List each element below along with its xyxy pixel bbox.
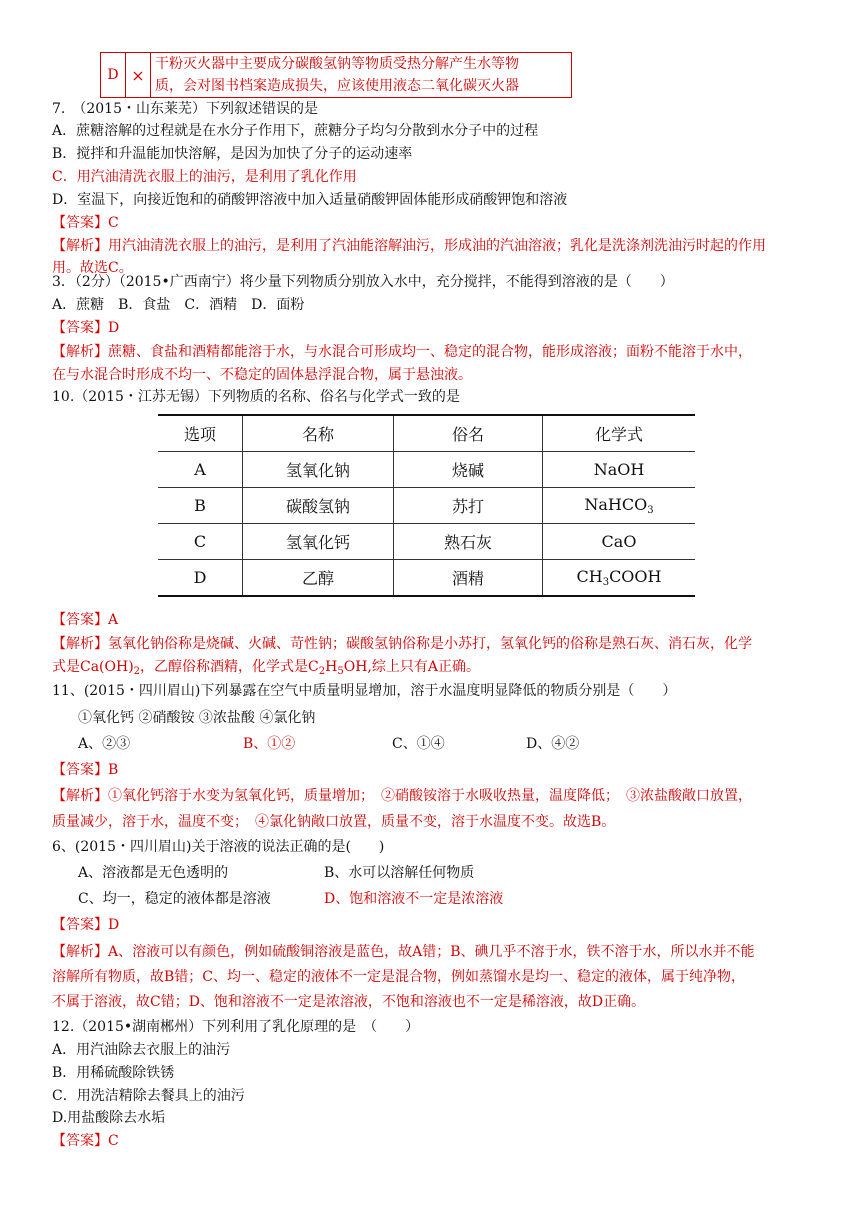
table-cell: 苏打 <box>394 488 543 524</box>
question-12-option-b: B．用稀硫酸除铁锈 <box>52 1065 175 1081</box>
table-cell: 氢氧化钠 <box>243 452 394 488</box>
question-7-stem: 7. （2015・山东莱芜）下列叙述错误的是 <box>52 101 318 117</box>
question-6-option-c: C、均一，稳定的液体都是溶液 <box>78 891 271 907</box>
question-6-option-a: A、溶液都是无色透明的 <box>78 865 229 881</box>
table-cell: 氢氧化钙 <box>243 524 394 560</box>
question-11-stem: 11、(2015・四川眉山)下列暴露在空气中质量明显增加，溶于水温度明显降低的物质分别是（ ） <box>52 683 677 699</box>
question-3-answer: 【答案】D <box>52 320 120 336</box>
question-6-analysis: 【解析】A、溶液可以有颜色，例如硫酸铜溶液是蓝色，故A错；B、碘几乎不溶于水，铁不溶于水，所以水并不能 <box>52 944 755 960</box>
option-d-table-row <box>100 52 572 98</box>
question-7-option-b: B．搅拌和升温能加快溶解，是因为加快了分子的运动速率 <box>52 146 413 162</box>
table-cell: A <box>158 452 243 488</box>
question-12-option-c: C．用洗洁精除去餐具上的油污 <box>52 1088 245 1104</box>
question-10-table <box>158 414 695 597</box>
question-6-option-d: D、饱和溶液不一定是浓溶液 <box>324 891 504 907</box>
table-cell: $CH_3COOH$ <box>543 560 696 597</box>
question-3-options: A．蔗糖 B．食盐 C．酒精 D．面粉 <box>52 297 305 313</box>
question-10-analysis: 【解析】氢氧化钠俗称是烧碱、火碱、苛性钠；碳酸氢钠俗称是小苏打，氢氧化钙的俗称是熟石灰、消石灰，化学 <box>52 636 752 652</box>
question-3-stem: 3．（2分）（2015•广西南宁）将少量下列物质分别放入水中，充分搅拌，不能得到溶液的是（ ） <box>52 274 674 290</box>
table-cell: C <box>158 524 243 560</box>
question-11-analysis: 【解析】①氧化钙溶于水变为氢氧化钙，质量增加； ②硝酸铵溶于水吸收热量，温度降低； ③浓盐酸敞口放置， <box>52 788 752 804</box>
question-10-analysis-cont: 式是$Ca(OH)_2$，乙醇俗称酒精，化学式是$C_2H_5OH$,综上只有A正确。 <box>52 659 480 677</box>
question-10-answer: 【答案】A <box>52 612 119 628</box>
table-cell: 烧碱 <box>394 452 543 488</box>
table-cell: NaHCO$_3$ <box>543 488 696 524</box>
question-11-option-d: D、④② <box>526 736 580 752</box>
table-row <box>158 488 695 524</box>
question-11-option-b: B、①② <box>243 736 296 752</box>
question-11-option-a: A、②③ <box>78 736 131 752</box>
question-11-analysis-cont: 质量减少，溶于水，温度不变； ④氯化钠敞口放置，质量不变，溶于水温度不变。故选B。 <box>52 814 616 830</box>
question-7-option-a: A．蔗糖溶解的过程就是在水分子作用下，蔗糖分子均匀分散到水分子中的过程 <box>52 123 539 139</box>
table-cell: 碳酸氢钠 <box>243 488 394 524</box>
question-6-analysis-cont: 不属于溶液，故C错；D、饱和溶液不一定是浓溶液，不饱和溶液也不一定是稀溶液，故D正确。 <box>52 994 646 1010</box>
table-header: 选项 <box>158 415 243 452</box>
table-row <box>158 452 695 488</box>
table-row <box>158 524 695 560</box>
question-11-option-c: C、①④ <box>392 736 445 752</box>
table-cell: CaO <box>543 524 696 560</box>
question-6-stem: 6、(2015・四川眉山)关于溶液的说法正确的是( ) <box>52 839 385 855</box>
table-cell: 熟石灰 <box>394 524 543 560</box>
question-12-option-a: A．用汽油除去衣服上的油污 <box>52 1042 231 1058</box>
table-header-row <box>158 415 695 452</box>
table-row <box>158 560 695 597</box>
table-header: 俗名 <box>394 415 543 452</box>
table-header: 化学式 <box>543 415 696 452</box>
question-6-answer: 【答案】D <box>52 917 120 933</box>
question-3-analysis-cont: 在与水混合时形成不均一、不稳定的固体悬浮混合物，属于悬浊液。 <box>52 367 472 383</box>
option-letter: D <box>101 53 126 98</box>
question-12-stem: 12.（2015•湖南郴州）下列利用了乳化原理的是 （ ） <box>52 1019 420 1035</box>
question-10-stem: 10.（2015・江苏无锡）下列物质的名称、俗名与化学式一致的是 <box>52 389 460 405</box>
question-7-analysis: 【解析】用汽油清洗衣服上的油污，是利用了汽油能溶解油污，形成油的汽油溶液；乳化是洗涤剂洗油污时起的作用 <box>52 238 766 254</box>
cross-mark: × <box>126 53 151 98</box>
question-6-option-b: B、水可以溶解任何物质 <box>324 865 475 881</box>
question-3-analysis: 【解析】蔗糖、食盐和酒精都能溶于水，与水混合可形成均一、稳定的混合物，能形成溶液；面粉不能溶于水中， <box>52 344 752 360</box>
table-cell: 酒精 <box>394 560 543 597</box>
question-7-option-d: D．室温下，向接近饱和的硝酸钾溶液中加入适量硝酸钾固体能形成硝酸钾饱和溶液 <box>52 192 568 208</box>
table-cell: 乙醇 <box>243 560 394 597</box>
question-11-answer: 【答案】B <box>52 762 119 778</box>
question-7-answer: 【答案】C <box>52 215 119 231</box>
table-header: 名称 <box>243 415 394 452</box>
table-cell: D <box>158 560 243 597</box>
option-explanation: 干粉灭火器中主要成分碳酸氢钠等物质受热分解产生水等物 质，会对图书档案造成损失，应该使用液态二氧化碳灭火器 <box>151 53 572 98</box>
question-7-option-c: C．用汽油清洗衣服上的油污，是利用了乳化作用 <box>52 169 357 185</box>
question-7-analysis-cont: 用。故选C。 <box>52 260 133 276</box>
question-12-option-d: D.用盐酸除去水垢 <box>52 1110 166 1126</box>
table-cell: B <box>158 488 243 524</box>
question-6-analysis-cont: 溶解所有物质，故B错；C、均一、稳定的液体不一定是混合物，例如蒸馏水是均一、稳定的液体，属于纯净物， <box>52 969 745 985</box>
question-12-answer: 【答案】C <box>52 1133 119 1149</box>
table-cell: NaOH <box>543 452 696 488</box>
question-11-items: ①氧化钙 ②硝酸铵 ③浓盐酸 ④氯化钠 <box>78 710 316 726</box>
